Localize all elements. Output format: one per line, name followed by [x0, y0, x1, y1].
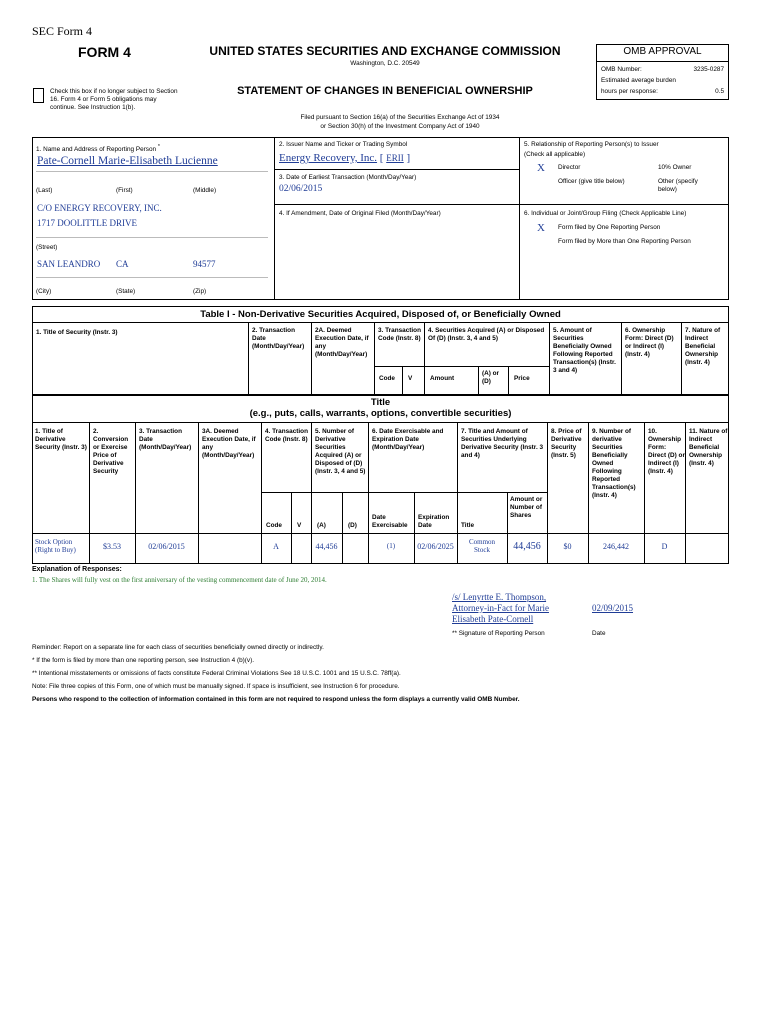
explanation-label: Explanation of Responses: [32, 566, 122, 573]
omb-burden-label: Estimated average burden [601, 77, 676, 84]
street-line-1: C/O ENERGY RECOVERY, INC. [37, 203, 162, 213]
table2-title: Title [370, 397, 391, 408]
street-label: (Street) [36, 244, 58, 251]
zip-label: (Zip) [193, 288, 207, 295]
one-person-check: X [537, 222, 545, 234]
t2-col-title: 1. Title of Derivative Security (Instr. 3) [35, 428, 87, 451]
ten-pct-owner-label: 10% Owner [658, 164, 692, 171]
officer-label: Officer (give title below) [558, 178, 625, 185]
last-label: (Last) [36, 187, 53, 194]
t2-sub-amount: Amount or Number of Shares [510, 496, 543, 519]
footnote-1: 1. The Shares will fully vest on the first anniversary of the vesting commencement date of June 20, 2014. [32, 576, 327, 584]
t1-sub-amount: Amount [430, 375, 455, 382]
t2-col-price: 8. Price of Derivative Security (Instr. 5) [551, 428, 582, 459]
form-title: FORM 4 [78, 44, 131, 60]
other-label: Other (specify below) [658, 178, 698, 193]
zip-value: 94577 [193, 259, 216, 269]
t2-col-form: 10. Ownership Form: Direct (D) or Indirect (I) (Instr. 4) [648, 428, 685, 475]
t1-sub-v: V [408, 375, 413, 382]
table2-subtitle: (e.g., puts, calls, warrants, options, convertible securities) [249, 408, 512, 419]
note-text: Note: File three copies of this Form, one of which must be manually signed. If space is insufficient, see Instruction 6 for procedure. [32, 683, 400, 690]
t1-col-amount: 5. Amount of Securities Beneficially Owned Following Reported Transaction(s) (Instr. 3 and 4) [553, 327, 616, 374]
box3-label: 3. Date of Earliest Transaction (Month/Day/Year) [279, 174, 417, 181]
box5-label-2: (Check all applicable) [524, 151, 586, 158]
t2-row-acquired: 44,456 [315, 542, 338, 551]
star2-text: ** Intentional misstatements or omissions of facts constitute Federal Criminal Violations See 18 U.S.C. 1001 and 15 U.S.C. 78ff(a). [32, 670, 401, 677]
t2-row-security: Stock Option (Right to Buy) [35, 538, 76, 554]
t1-col-deemed: 2A. Deemed Execution Date, if any (Month/Day/Year) [315, 327, 369, 358]
more-persons-label: Form filed by More than One Reporting Person [558, 238, 691, 245]
signature-link[interactable]: /s/ Lenyrtte E. Thompson, Attorney-in-Fact for Marie Elisabeth Pate-Cornell [452, 592, 549, 624]
t2-row-date-exercisable: (1) [386, 542, 396, 550]
city-value: SAN LEANDRO [37, 259, 101, 269]
issuer-line: Energy Recovery, Inc. [ ERII ] [279, 152, 411, 164]
star1-text: * If the form is filed by more than one reporting person, see Instruction 4 (b)(v). [32, 657, 254, 664]
t1-col-nature: 7. Nature of Indirect Beneficial Ownership (Instr. 4) [685, 327, 721, 366]
t2-sub-a: (A) [317, 522, 326, 529]
omb-number-label: OMB Number: [601, 66, 642, 73]
filed-pursuant: Filed pursuant to Section 16(a) of the Securities Exchange Act of 1934 [300, 114, 500, 121]
state-value: CA [116, 259, 129, 269]
box6-label: 6. Individual or Joint/Group Filing (Check Applicable Line) [524, 210, 687, 217]
omb-title: OMB APPROVAL [623, 46, 702, 57]
t2-row-date: 02/06/2015 [148, 542, 185, 551]
box2-label: 2. Issuer Name and Ticker or Trading Symbol [279, 141, 408, 148]
t2-row-code: A [273, 542, 279, 551]
t2-row-expiration: 02/06/2025 [417, 542, 454, 551]
t2-col-date: 3. Transaction Date (Month/Day/Year) [139, 428, 192, 451]
doc-label: SEC Form 4 [32, 24, 93, 38]
director-check: X [537, 162, 545, 174]
t2-col-code: 4. Transaction Code (Instr. 8) [265, 428, 308, 443]
state-label: (State) [116, 288, 136, 295]
t2-col-exercisable: 6. Date Exercisable and Expiration Date (Month/Day/Year) [372, 428, 444, 451]
t1-col-title: 1. Title of Security (Instr. 3) [36, 329, 118, 336]
omb-number: 3235-0287 [693, 66, 724, 73]
t2-col-conversion: 2. Conversion or Exercise Price of Derivative Security [93, 428, 129, 475]
t1-sub-price: Price [514, 375, 530, 382]
location: Washington, D.C. 20549 [350, 60, 420, 67]
street-line-2: 1717 DOOLITTLE DRIVE [37, 218, 137, 228]
box4-label: 4. If Amendment, Date of Original Filed (Month/Day/Year) [279, 210, 441, 217]
statement-title: STATEMENT OF CHANGES IN BENEFICIAL OWNERSHIP [237, 85, 533, 97]
ticker-link[interactable]: ERII [386, 153, 404, 163]
t2-col-number: 5. Number of Derivative Securities Acquired (A) or Disposed of (D) (Instr. 3, 4 and 5) [315, 428, 366, 475]
commission-title: UNITED STATES SECURITIES AND EXCHANGE COMMISSION [209, 44, 561, 58]
reporting-person-name-link[interactable]: Pate-Cornell Marie-Elisabeth Lucienne [37, 155, 218, 167]
filed-pursuant-2: or Section 30(h) of the Investment Company Act of 1940 [320, 123, 480, 130]
one-person-label: Form filed by One Reporting Person [558, 224, 661, 231]
table1-title: Table I - Non-Derivative Securities Acquired, Disposed of, or Beneficially Owned [200, 309, 561, 320]
t2-row-title: Common Stock [468, 538, 496, 554]
t1-col-ownership: 6. Ownership Form: Direct (D) or Indirect (I) (Instr. 4) [625, 327, 674, 358]
checkbox-text: Check this box if no longer subject to Section 16. Form 4 or Form 5 obligations may continue. See Instruction 1(b). [50, 88, 178, 111]
box5-label: 5. Relationship of Reporting Person(s) to Issuer [524, 141, 659, 148]
city-label: (City) [36, 288, 52, 295]
t2-sub-title: Title [461, 522, 475, 529]
t2-sub-v: V [297, 522, 302, 529]
t2-sub-d: (D) [348, 522, 357, 529]
t2-sub-code: Code [266, 522, 282, 529]
omb-hours: 0.5 [715, 88, 724, 95]
box1-label: 1. Name and Address of Reporting Person * [36, 144, 160, 154]
omb-hours-label: hours per response: [601, 88, 658, 95]
t2-col-nature: 11. Nature of Indirect Beneficial Ownership (Instr. 4) [689, 428, 728, 467]
t1-sub-code: Code [379, 375, 395, 382]
middle-label: (Middle) [193, 187, 217, 194]
t2-sub-expiration: Expiration Date [418, 514, 450, 529]
t2-row-form: D [661, 542, 668, 551]
earliest-transaction-date: 02/06/2015 [279, 184, 323, 194]
t1-sub-aord: (A) or (D) [482, 370, 500, 385]
t2-sub-date-ex: Date Exercisable [372, 514, 408, 529]
t2-col-owned: 9. Number of derivative Securities Beneficially Owned Following Reported Transaction(s) (Instr. 4) [592, 428, 636, 499]
section16-checkbox[interactable] [33, 88, 44, 103]
signature-date: 02/09/2015 [592, 603, 634, 613]
signature-label: ** Signature of Reporting Person [452, 630, 545, 637]
first-label: (First) [116, 187, 133, 194]
director-label: Director [558, 164, 581, 171]
t1-col-date: 2. Transaction Date (Month/Day/Year) [252, 327, 305, 350]
t2-row-deriv-price: $0 [563, 542, 572, 551]
t2-row-owned: 246,442 [603, 542, 629, 551]
t2-col-deemed: 3A. Deemed Execution Date, if any (Month/Day/Year) [202, 428, 256, 459]
t1-col-acquired: 4. Securities Acquired (A) or Disposed Of (D) (Instr. 3, 4 and 5) [428, 327, 545, 342]
t2-row-price: $3.53 [103, 542, 121, 551]
t2-col-underlying: 7. Title and Amount of Securities Underlying Derivative Security (Instr. 3 and 4) [461, 428, 544, 459]
reminder-text: Reminder: Report on a separate line for each class of securities beneficially owned directly or indirectly. [32, 644, 324, 651]
t2-row-amount: 44,456 [513, 541, 541, 552]
date-label: Date [592, 630, 606, 637]
persons-text: Persons who respond to the collection of information contained in this form are not required to respond unless the form displays a currently valid OMB Number. [32, 696, 520, 703]
issuer-name-link[interactable]: Energy Recovery, Inc. [279, 152, 378, 164]
t1-col-code: 3. Transaction Code (Instr. 8) [378, 327, 421, 342]
